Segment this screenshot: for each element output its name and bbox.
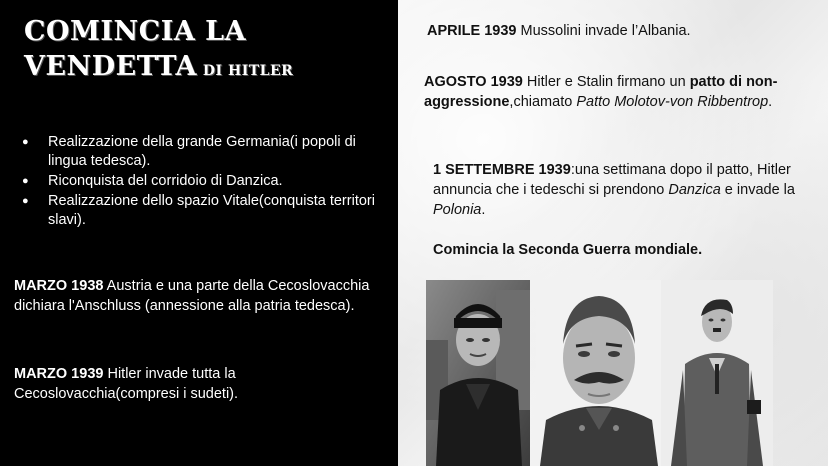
event-text: . <box>481 202 486 218</box>
event-italic: Patto Molotov-von Ribbentrop <box>576 94 769 110</box>
goals-list <box>22 133 394 231</box>
event-text: Mussolini invade l’Albania. <box>516 23 691 39</box>
event-marzo-1938 <box>14 276 384 316</box>
slide-title <box>24 14 293 89</box>
event-marzo-1939 <box>14 364 384 404</box>
event-italic: Danzica <box>668 182 721 198</box>
photo-strip <box>398 278 828 466</box>
event-aprile-1939 <box>427 21 817 41</box>
event-text: Hitler e Stalin firmano un <box>522 74 690 90</box>
event-date: MARZO 1938 <box>14 278 104 294</box>
list-item: ● Realizzazione dello spazio Vitale(conquista territori slavi). <box>22 192 394 230</box>
list-item: ● Riconquista del corridoio di Danzica. <box>22 172 394 191</box>
title-vendetta: VENDETTA <box>24 51 197 82</box>
event-italic: Polonia <box>433 202 482 218</box>
event-bold: patto di non-aggressione <box>424 74 778 110</box>
event-date: 1 SETTEMBRE 1939 <box>433 162 571 178</box>
event-date: APRILE 1939 <box>427 23 517 39</box>
right-panel <box>398 0 828 466</box>
event-text: e invade la <box>720 182 795 198</box>
event-text: ,chiamato <box>509 94 577 110</box>
conclusion-text: Comincia la Seconda Guerra mondiale. <box>433 242 703 258</box>
list-item: ● Realizzazione della grande Germania(i popoli di lingua tedesca). <box>22 133 394 171</box>
hitler-photo <box>661 280 773 466</box>
title-subtitle: DI HITLER <box>202 63 294 79</box>
mussolini-photo <box>426 280 530 466</box>
event-date: AGOSTO 1939 <box>424 74 523 90</box>
title-line-2 <box>24 49 293 89</box>
event-text: . <box>768 94 773 110</box>
event-settembre-1939 <box>433 160 818 220</box>
title-line-1: COMINCIA LA <box>24 16 247 47</box>
left-panel <box>0 0 398 466</box>
event-date: MARZO 1939 <box>14 366 104 382</box>
event-text: :una settimana dopo il patto, Hitler annuncia che i tedeschi si prendono <box>433 162 791 198</box>
event-agosto-1939 <box>424 72 816 112</box>
event-text: Austria e una parte della Cecoslovacchia dichiara l'Anschluss (annessione alla patria tedesca). <box>14 278 370 314</box>
stalin-photo <box>536 280 662 466</box>
event-text: Hitler invade tutta la Cecoslovacchia(compresi i sudeti). <box>14 366 239 402</box>
